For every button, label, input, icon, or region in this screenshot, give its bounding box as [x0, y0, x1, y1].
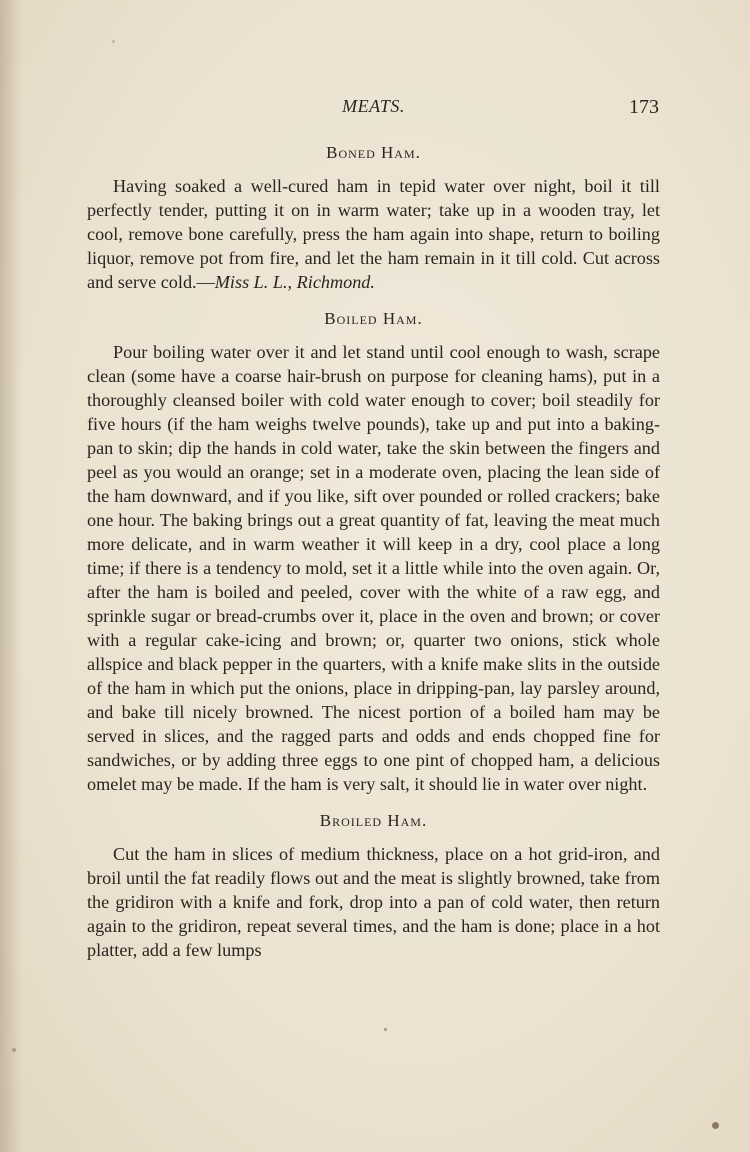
paragraph-boned-ham — [87, 174, 660, 294]
section-heading-boned-ham: Boned Ham. — [326, 143, 421, 162]
paper-speck — [112, 40, 115, 43]
running-head — [87, 92, 660, 128]
paper-speck — [12, 1048, 16, 1052]
section-heading-broiled-ham: Broiled Ham. — [319, 811, 428, 830]
running-title: MEATS. — [342, 96, 405, 116]
page-text-block — [87, 92, 660, 962]
paragraph-boned-ham-text: Having soaked a well-cured ham in tepid water over night, boil it till perfectly tender, putting it on in warm water; take up in a wooden tray, let cool, remove bone carefully, press the ham again into shape, return to boiling liquor, remove pot from fire, and let the ham remain in it till cold. Cut across and serve cold.— — [87, 176, 660, 292]
paper-speck — [712, 1122, 719, 1129]
page-spine-shadow — [0, 0, 22, 1152]
section-heading-boiled-ham: Boiled Ham. — [324, 309, 423, 328]
paragraph-broiled-ham: Cut the ham in slices of medium thickness, place on a hot grid-iron, and broil until the fat readily flows out and the meat is slightly browned, take from the gridiron with a knife and fork, drop into a pan of cold water, then return again to the gridiron, repeat several times, and the ham is done; place in a hot platter, add a few lumps — [87, 844, 660, 960]
paragraph-boiled-ham: Pour boiling water over it and let stand until cool enough to wash, scrape clean (some have a coarse hair-brush on purpose for cleaning hams), put in a thoroughly cleansed boiler with cold water enough to cover; boil steadily for five hours (if the ham weighs twelve pounds), take up and put into a baking-pan to skin; dip the hands in cold water, take the skin between the fingers and peel as you would an orange; set in a moderate oven, placing the lean side of the ham downward, and if you like, sift over pounded or rolled crackers; bake one hour. The baking brings out a great quantity of fat, leaving the meat much more delicate, and in warm weather it will keep in a dry, cool place a long time; if there is a tendency to mold, set it a little while into the oven again. Or, after the ham is boiled and peeled, cover with the white of a raw egg, and sprinkle sugar or bread-crumbs over it, place in the oven and brown; or cover with a regular cake-icing and brown; or, quarter two onions, stick whole allspice and black pepper in the quarters, with a knife make slits in the outside of the ham in which put the onions, place in dripping-pan, lay parsley around, and bake till nicely browned. The nicest portion of a boiled ham may be served in slices, and the ragged parts and odds and ends chopped fine for sandwiches, or by adding three eggs to one pint of chopped ham, a delicious omelet may be made. If the ham is very salt, it should lie in water over night. — [87, 342, 660, 794]
page-number: 173 — [629, 96, 659, 118]
attribution-boned-ham: Miss L. L., Richmond. — [214, 272, 375, 292]
paper-speck — [384, 1028, 387, 1031]
